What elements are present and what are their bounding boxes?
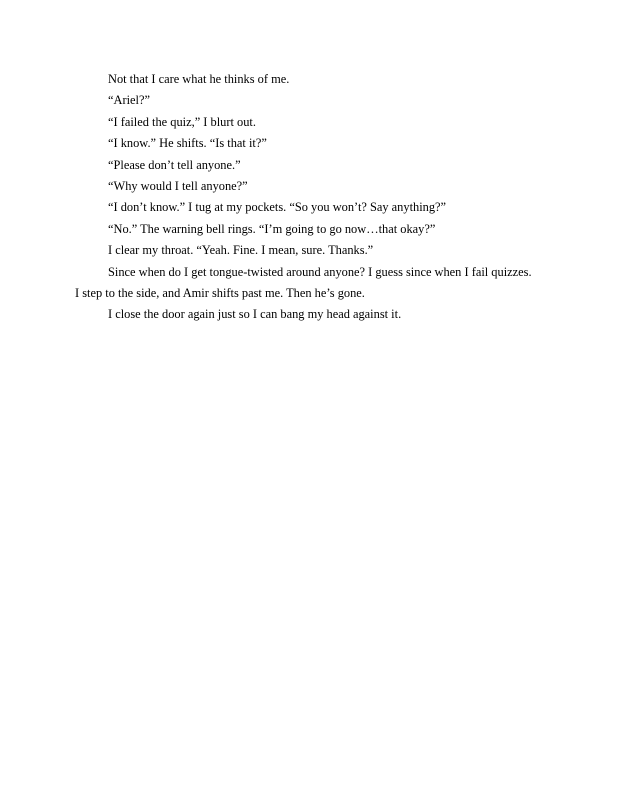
- paragraph: “Why would I tell anyone?”: [108, 179, 248, 194]
- paragraph: Since when do I get tongue-twisted around anyone? I guess since when I fail quizzes. I step to the side, and Amir shifts past me. Then he’s gone.: [75, 264, 532, 301]
- paragraph: I close the door again just so I can bang my head against it.: [108, 307, 402, 322]
- paragraph: “Ariel?”: [108, 93, 150, 108]
- paragraph: I clear my throat. “Yeah. Fine. I mean, sure. Thanks.”: [108, 243, 374, 258]
- paragraph: Not that I care what he thinks of me.: [108, 72, 290, 86]
- paragraph: “I failed the quiz,” I blurt out.: [108, 114, 256, 129]
- paragraph: “Please don’t tell anyone.”: [108, 157, 241, 172]
- paragraph: “No.” The warning bell rings. “I’m going to go now…that okay?”: [108, 221, 436, 236]
- body-text: [75, 69, 537, 326]
- paragraph: “I know.” He shifts. “Is that it?”: [108, 136, 267, 151]
- paragraph: “I don’t know.” I tug at my pockets. “So you won’t? Say anything?”: [108, 200, 447, 215]
